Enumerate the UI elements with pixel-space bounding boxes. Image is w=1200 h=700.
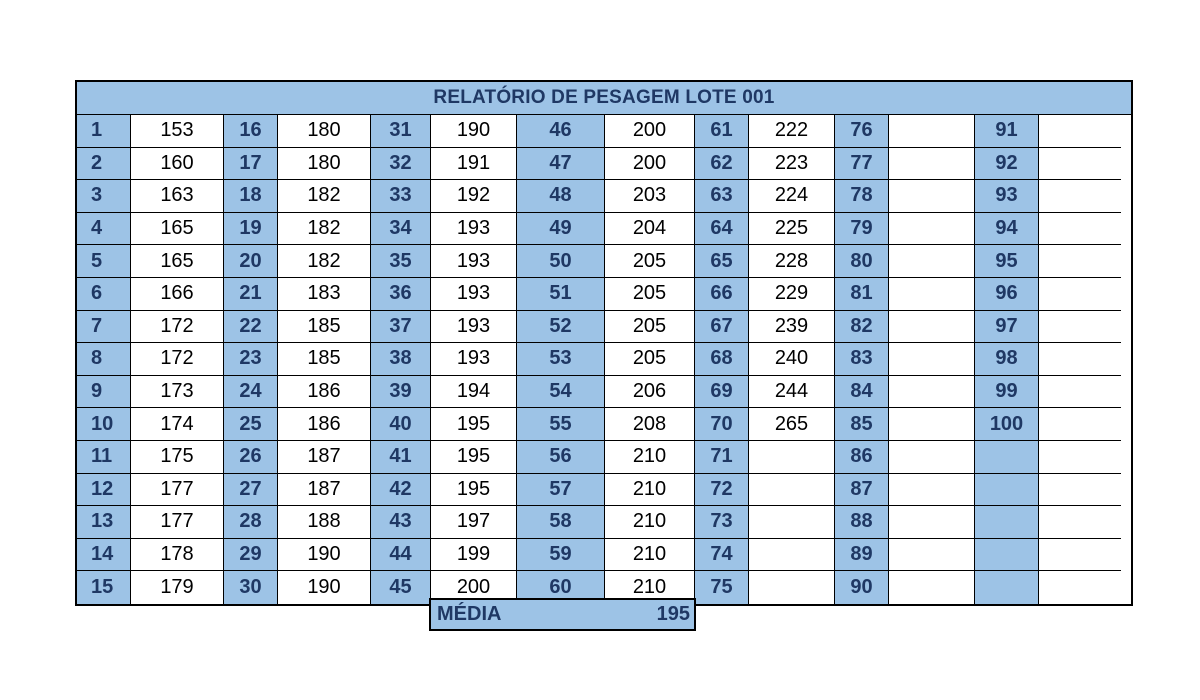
item-number-cell[interactable] — [975, 539, 1039, 572]
weight-value-cell[interactable] — [1039, 278, 1121, 311]
weight-value-cell[interactable] — [889, 474, 975, 507]
weight-value-cell[interactable]: 244 — [749, 376, 835, 409]
weight-value-cell[interactable]: 194 — [431, 376, 517, 409]
weight-value-cell[interactable]: 200 — [605, 115, 695, 148]
item-number-cell[interactable]: 47 — [517, 148, 605, 181]
weight-value-cell[interactable] — [889, 408, 975, 441]
item-number-cell[interactable]: 62 — [695, 148, 749, 181]
weight-value-cell[interactable]: 193 — [431, 278, 517, 311]
weight-value-cell[interactable]: 172 — [131, 311, 224, 344]
weight-value-cell[interactable] — [889, 571, 975, 604]
item-number-cell[interactable]: 22 — [224, 311, 278, 344]
item-number-cell[interactable]: 53 — [517, 343, 605, 376]
item-number-cell[interactable]: 70 — [695, 408, 749, 441]
weighing-report-table — [75, 80, 1133, 606]
weight-value-cell[interactable]: 225 — [749, 213, 835, 246]
weight-value-cell[interactable] — [1039, 148, 1121, 181]
weight-value-cell[interactable] — [749, 571, 835, 604]
weight-value-cell[interactable]: 180 — [278, 148, 371, 181]
item-number-cell[interactable]: 14 — [77, 539, 131, 572]
item-number-cell[interactable]: 46 — [517, 115, 605, 148]
weight-value-cell[interactable]: 182 — [278, 213, 371, 246]
weight-value-cell[interactable] — [889, 180, 975, 213]
weight-value-cell[interactable]: 204 — [605, 213, 695, 246]
item-number-cell[interactable]: 37 — [371, 311, 431, 344]
item-number-cell[interactable]: 94 — [975, 213, 1039, 246]
item-number-cell[interactable]: 73 — [695, 506, 749, 539]
weight-value-cell[interactable]: 177 — [131, 506, 224, 539]
report-title: RELATÓRIO DE PESAGEM LOTE 001 — [77, 82, 1131, 115]
weight-value-cell[interactable]: 177 — [131, 474, 224, 507]
weight-value-cell[interactable]: 182 — [278, 180, 371, 213]
weight-value-cell[interactable]: 205 — [605, 245, 695, 278]
item-number-cell[interactable]: 27 — [224, 474, 278, 507]
weight-value-cell[interactable]: 239 — [749, 311, 835, 344]
item-number-cell[interactable]: 15 — [77, 571, 131, 604]
weight-value-cell[interactable]: 193 — [431, 245, 517, 278]
item-number-cell[interactable]: 49 — [517, 213, 605, 246]
weight-value-cell[interactable]: 186 — [278, 408, 371, 441]
weight-value-cell[interactable] — [889, 115, 975, 148]
item-number-cell[interactable]: 59 — [517, 539, 605, 572]
item-number-cell[interactable]: 56 — [517, 441, 605, 474]
weight-value-cell[interactable] — [889, 278, 975, 311]
item-number-cell[interactable]: 41 — [371, 441, 431, 474]
item-number-cell[interactable]: 40 — [371, 408, 431, 441]
weight-value-cell[interactable] — [889, 506, 975, 539]
weight-value-cell[interactable]: 187 — [278, 474, 371, 507]
item-number-cell[interactable]: 91 — [975, 115, 1039, 148]
item-number-cell[interactable]: 77 — [835, 148, 889, 181]
item-number-cell[interactable]: 25 — [224, 408, 278, 441]
weight-value-cell[interactable]: 191 — [431, 148, 517, 181]
weight-value-cell[interactable] — [1039, 115, 1121, 148]
item-number-cell[interactable] — [975, 474, 1039, 507]
weight-value-cell[interactable]: 210 — [605, 441, 695, 474]
item-number-cell[interactable]: 74 — [695, 539, 749, 572]
item-number-cell[interactable]: 79 — [835, 213, 889, 246]
item-number-cell[interactable]: 55 — [517, 408, 605, 441]
weight-value-cell[interactable]: 200 — [605, 148, 695, 181]
weight-value-cell[interactable]: 153 — [131, 115, 224, 148]
weight-value-cell[interactable]: 166 — [131, 278, 224, 311]
weight-value-cell[interactable]: 265 — [749, 408, 835, 441]
item-number-cell[interactable]: 28 — [224, 506, 278, 539]
weight-value-cell[interactable] — [1039, 343, 1121, 376]
item-number-cell[interactable]: 75 — [695, 571, 749, 604]
item-number-cell[interactable]: 44 — [371, 539, 431, 572]
weight-value-cell[interactable]: 195 — [431, 474, 517, 507]
item-number-cell[interactable]: 63 — [695, 180, 749, 213]
weight-value-cell[interactable]: 192 — [431, 180, 517, 213]
weight-value-cell[interactable]: 190 — [278, 539, 371, 572]
item-number-cell[interactable]: 99 — [975, 376, 1039, 409]
item-number-cell[interactable]: 80 — [835, 245, 889, 278]
weight-value-cell[interactable]: 210 — [605, 539, 695, 572]
item-number-cell[interactable]: 39 — [371, 376, 431, 409]
item-number-cell[interactable]: 3 — [77, 180, 131, 213]
item-number-cell[interactable]: 5 — [77, 245, 131, 278]
item-number-cell[interactable]: 8 — [77, 343, 131, 376]
item-number-cell[interactable]: 60 — [517, 571, 605, 604]
weight-value-cell[interactable]: 195 — [431, 441, 517, 474]
item-number-cell[interactable]: 30 — [224, 571, 278, 604]
item-number-cell[interactable]: 29 — [224, 539, 278, 572]
item-number-cell[interactable] — [975, 571, 1039, 604]
item-number-cell[interactable]: 45 — [371, 571, 431, 604]
item-number-cell[interactable]: 92 — [975, 148, 1039, 181]
weight-value-cell[interactable]: 205 — [605, 278, 695, 311]
weight-value-cell[interactable] — [1039, 213, 1121, 246]
weight-value-cell[interactable]: 165 — [131, 245, 224, 278]
item-number-cell[interactable]: 12 — [77, 474, 131, 507]
weight-value-cell[interactable]: 187 — [278, 441, 371, 474]
weight-value-cell[interactable] — [1039, 506, 1121, 539]
weight-value-cell[interactable]: 193 — [431, 343, 517, 376]
weight-value-cell[interactable]: 193 — [431, 213, 517, 246]
item-number-cell[interactable]: 85 — [835, 408, 889, 441]
item-number-cell[interactable]: 89 — [835, 539, 889, 572]
item-number-cell[interactable]: 51 — [517, 278, 605, 311]
weight-value-cell[interactable]: 175 — [131, 441, 224, 474]
weight-value-cell[interactable]: 188 — [278, 506, 371, 539]
item-number-cell[interactable]: 68 — [695, 343, 749, 376]
item-number-cell[interactable]: 36 — [371, 278, 431, 311]
item-number-cell[interactable]: 57 — [517, 474, 605, 507]
weight-value-cell[interactable]: 210 — [605, 571, 695, 604]
weight-value-cell[interactable] — [749, 506, 835, 539]
item-number-cell[interactable]: 90 — [835, 571, 889, 604]
item-number-cell[interactable]: 7 — [77, 311, 131, 344]
weight-value-cell[interactable] — [889, 213, 975, 246]
weight-value-cell[interactable] — [1039, 245, 1121, 278]
item-number-cell[interactable]: 21 — [224, 278, 278, 311]
weight-value-cell[interactable] — [889, 376, 975, 409]
item-number-cell[interactable]: 50 — [517, 245, 605, 278]
item-number-cell[interactable]: 67 — [695, 311, 749, 344]
item-number-cell[interactable]: 34 — [371, 213, 431, 246]
item-number-cell[interactable] — [975, 441, 1039, 474]
weight-value-cell[interactable] — [749, 474, 835, 507]
weight-value-cell[interactable]: 224 — [749, 180, 835, 213]
item-number-cell[interactable]: 61 — [695, 115, 749, 148]
weight-value-cell[interactable]: 163 — [131, 180, 224, 213]
item-number-cell[interactable]: 72 — [695, 474, 749, 507]
item-number-cell[interactable]: 24 — [224, 376, 278, 409]
weight-value-cell[interactable]: 160 — [131, 148, 224, 181]
weight-value-cell[interactable] — [1039, 474, 1121, 507]
item-number-cell[interactable]: 71 — [695, 441, 749, 474]
weight-value-cell[interactable]: 190 — [278, 571, 371, 604]
item-number-cell[interactable]: 78 — [835, 180, 889, 213]
item-number-cell[interactable]: 96 — [975, 278, 1039, 311]
weight-value-cell[interactable] — [889, 148, 975, 181]
weight-value-cell[interactable]: 206 — [605, 376, 695, 409]
item-number-cell[interactable]: 2 — [77, 148, 131, 181]
weight-value-cell[interactable] — [1039, 311, 1121, 344]
item-number-cell[interactable]: 82 — [835, 311, 889, 344]
weight-value-cell[interactable]: 228 — [749, 245, 835, 278]
weight-value-cell[interactable] — [1039, 408, 1121, 441]
item-number-cell[interactable]: 84 — [835, 376, 889, 409]
weight-value-cell[interactable]: 199 — [431, 539, 517, 572]
weight-value-cell[interactable]: 229 — [749, 278, 835, 311]
item-number-cell[interactable] — [975, 506, 1039, 539]
weight-value-cell[interactable] — [1039, 571, 1121, 604]
item-number-cell[interactable]: 17 — [224, 148, 278, 181]
weight-value-cell[interactable]: 190 — [431, 115, 517, 148]
weight-value-cell[interactable] — [889, 539, 975, 572]
weights-grid — [77, 115, 1131, 604]
weight-value-cell[interactable]: 240 — [749, 343, 835, 376]
item-number-cell[interactable]: 83 — [835, 343, 889, 376]
weight-value-cell[interactable]: 165 — [131, 213, 224, 246]
item-number-cell[interactable]: 11 — [77, 441, 131, 474]
item-number-cell[interactable]: 32 — [371, 148, 431, 181]
average-box — [429, 598, 696, 631]
weight-value-cell[interactable] — [889, 245, 975, 278]
item-number-cell[interactable]: 95 — [975, 245, 1039, 278]
weight-value-cell[interactable]: 185 — [278, 311, 371, 344]
item-number-cell[interactable]: 81 — [835, 278, 889, 311]
item-number-cell[interactable]: 20 — [224, 245, 278, 278]
weight-value-cell[interactable]: 178 — [131, 539, 224, 572]
item-number-cell[interactable]: 9 — [77, 376, 131, 409]
item-number-cell[interactable]: 54 — [517, 376, 605, 409]
weight-value-cell[interactable]: 210 — [605, 506, 695, 539]
weight-value-cell[interactable] — [749, 539, 835, 572]
item-number-cell[interactable]: 13 — [77, 506, 131, 539]
item-number-cell[interactable]: 18 — [224, 180, 278, 213]
item-number-cell[interactable]: 23 — [224, 343, 278, 376]
weight-value-cell[interactable]: 182 — [278, 245, 371, 278]
weight-value-cell[interactable]: 197 — [431, 506, 517, 539]
item-number-cell[interactable]: 64 — [695, 213, 749, 246]
item-number-cell[interactable]: 10 — [77, 408, 131, 441]
item-number-cell[interactable]: 33 — [371, 180, 431, 213]
weight-value-cell[interactable]: 180 — [278, 115, 371, 148]
item-number-cell[interactable]: 6 — [77, 278, 131, 311]
weight-value-cell[interactable] — [889, 311, 975, 344]
item-number-cell[interactable]: 1 — [77, 115, 131, 148]
weight-value-cell[interactable]: 185 — [278, 343, 371, 376]
item-number-cell[interactable]: 65 — [695, 245, 749, 278]
weight-value-cell[interactable]: 210 — [605, 474, 695, 507]
item-number-cell[interactable]: 31 — [371, 115, 431, 148]
weight-value-cell[interactable]: 195 — [431, 408, 517, 441]
item-number-cell[interactable]: 48 — [517, 180, 605, 213]
item-number-cell[interactable]: 88 — [835, 506, 889, 539]
weight-value-cell[interactable] — [1039, 180, 1121, 213]
weight-value-cell[interactable]: 222 — [749, 115, 835, 148]
average-value: 195 — [656, 603, 690, 625]
item-number-cell[interactable]: 19 — [224, 213, 278, 246]
weight-value-cell[interactable]: 205 — [605, 343, 695, 376]
item-number-cell[interactable]: 97 — [975, 311, 1039, 344]
item-number-cell[interactable]: 87 — [835, 474, 889, 507]
item-number-cell[interactable]: 43 — [371, 506, 431, 539]
weight-value-cell[interactable]: 172 — [131, 343, 224, 376]
weight-value-cell[interactable] — [1039, 376, 1121, 409]
weight-value-cell[interactable] — [749, 441, 835, 474]
item-number-cell[interactable]: 93 — [975, 180, 1039, 213]
item-number-cell[interactable]: 16 — [224, 115, 278, 148]
item-number-cell[interactable]: 86 — [835, 441, 889, 474]
item-number-cell[interactable]: 98 — [975, 343, 1039, 376]
item-number-cell[interactable]: 58 — [517, 506, 605, 539]
average-label: MÉDIA — [437, 603, 502, 625]
weight-value-cell[interactable] — [1039, 539, 1121, 572]
weight-value-cell[interactable]: 173 — [131, 376, 224, 409]
item-number-cell[interactable]: 26 — [224, 441, 278, 474]
item-number-cell[interactable]: 100 — [975, 408, 1039, 441]
weight-value-cell[interactable]: 203 — [605, 180, 695, 213]
weight-value-cell[interactable]: 193 — [431, 311, 517, 344]
weight-value-cell[interactable] — [1039, 441, 1121, 474]
item-number-cell[interactable]: 76 — [835, 115, 889, 148]
item-number-cell[interactable]: 4 — [77, 213, 131, 246]
item-number-cell[interactable]: 66 — [695, 278, 749, 311]
weight-value-cell[interactable]: 223 — [749, 148, 835, 181]
weight-value-cell[interactable]: 179 — [131, 571, 224, 604]
item-number-cell[interactable]: 42 — [371, 474, 431, 507]
item-number-cell[interactable]: 52 — [517, 311, 605, 344]
weight-value-cell[interactable]: 208 — [605, 408, 695, 441]
weight-value-cell[interactable]: 200 — [431, 571, 517, 604]
weight-value-cell[interactable]: 174 — [131, 408, 224, 441]
weight-value-cell[interactable] — [889, 343, 975, 376]
item-number-cell[interactable]: 35 — [371, 245, 431, 278]
weight-value-cell[interactable]: 183 — [278, 278, 371, 311]
item-number-cell[interactable]: 69 — [695, 376, 749, 409]
item-number-cell[interactable]: 38 — [371, 343, 431, 376]
weight-value-cell[interactable]: 186 — [278, 376, 371, 409]
weight-value-cell[interactable]: 205 — [605, 311, 695, 344]
weight-value-cell[interactable] — [889, 441, 975, 474]
